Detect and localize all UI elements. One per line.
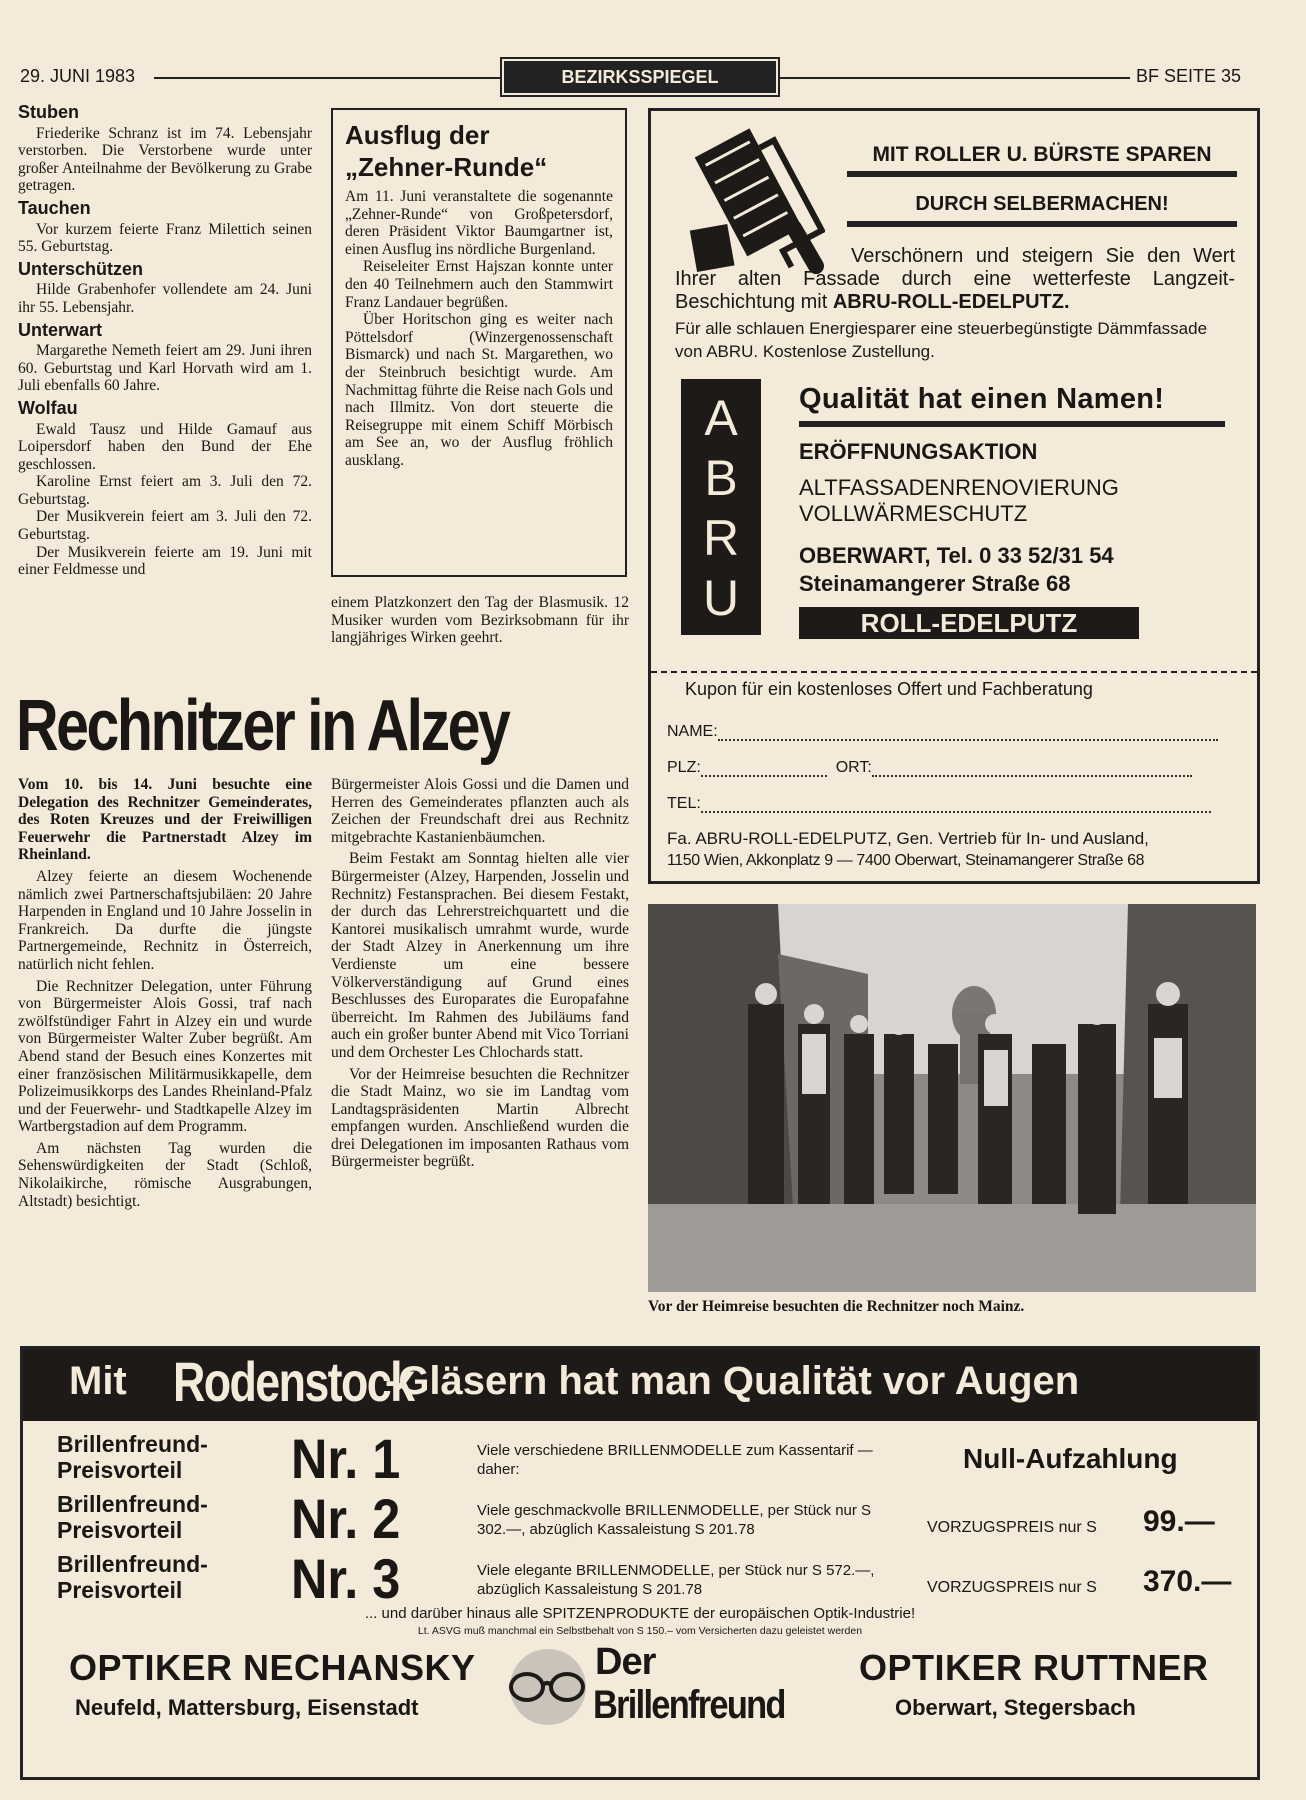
abru-phone: OBERWART, Tel. 0 33 52/31 54	[799, 543, 1114, 568]
optik-row-price: Null-Aufzahlung	[963, 1443, 1178, 1474]
banner-brand-logo: Rodenstock	[173, 1350, 414, 1413]
news-paragraph: Der Musikverein feierte am 19. Juni mit einer Feldmesse und	[18, 543, 312, 579]
abru-service1: ALTFASSADENRENOVIERUNG	[799, 475, 1119, 500]
optik-row-label: Brillenfreund-	[57, 1551, 208, 1577]
optik-row	[23, 1429, 1257, 1491]
optik-left-places: Neufeld, Mattersburg, Eisenstadt	[75, 1695, 419, 1720]
coupon-plz-label: PLZ:	[667, 759, 701, 776]
ausflug-box	[331, 108, 627, 577]
abru-head1-rule	[847, 171, 1237, 177]
news-town-heading: Unterschützen	[18, 258, 144, 279]
abru-quality-rule	[799, 421, 1225, 427]
optik-banner	[23, 1349, 1257, 1421]
banner-pre: Mit	[69, 1359, 127, 1403]
optik-row-label: Brillenfreund-	[57, 1431, 208, 1457]
optik-row	[23, 1489, 1257, 1551]
coupon-plz-field[interactable]	[701, 775, 827, 777]
header-rule-left	[154, 77, 504, 79]
abru-intro	[675, 245, 1235, 314]
news-paragraph: Ewald Tausz und Hilde Gamauf aus Loipersdorf haben den Bund der Ehe geschlossen.	[18, 420, 312, 473]
abru-quality: Qualität hat einen Namen!	[799, 383, 1165, 415]
section-title: BEZIRKSSPIEGEL	[504, 61, 776, 93]
banner-post: -Gläsern hat man Qualität vor Augen	[385, 1359, 1080, 1403]
abru-ad	[648, 108, 1260, 884]
optik-fineprint: Lt. ASVG muß manchmal ein Selbstbehalt von S 150.– vom Versicherten dazu geleistet werden	[417, 1625, 863, 1637]
glasses-icon	[493, 1647, 603, 1727]
coupon-tel-field[interactable]	[701, 811, 1211, 813]
ausflug-title-2: „Zehner-Runde“	[345, 152, 548, 182]
coupon-tel-label: TEL:	[667, 795, 701, 812]
optik-row-price: 99.—	[1143, 1505, 1215, 1538]
news-town-heading: Wolfau	[18, 397, 78, 418]
coupon-name-label: NAME:	[667, 723, 718, 740]
news-paragraph: Hilde Grabenhofer vollendete am 24. Juni ihr 55. Lebensjahr.	[18, 281, 312, 316]
optik-left-name: OPTIKER NECHANSKY	[69, 1647, 476, 1688]
ausflug-paragraph: Reiseleiter Ernst Hajszan konnte unter den 40 Teilnehmern auch den Stammwirt Franz Landauer begrüßen.	[345, 258, 613, 311]
abru-footer2: 1150 Wien, Akkonplatz 9 — 7400 Oberwart, Steinamangerer Straße 68	[667, 852, 1145, 869]
coupon-plz-line	[667, 759, 1192, 777]
optik-row-desc: Viele verschiedene BRILLENMODELLE zum Kassentarif — daher:	[477, 1442, 873, 1478]
news-continuation-text: einem Platzkonzert den Tag der Blasmusik. 12 Musiker wurden vom Bezirksobmann für ihr langjähriges Wirken geehrt.	[331, 594, 629, 647]
coupon-ort-field[interactable]	[872, 775, 1192, 777]
local-news-column	[18, 104, 312, 579]
news-town-heading: Stuben	[18, 102, 79, 122]
header-date: 29. JUNI 1983	[20, 66, 136, 86]
coupon-ort-label: ORT:	[835, 759, 872, 776]
news-paragraph: Karoline Ernst feiert am 3. Juli den 72. Geburtstag.	[18, 473, 312, 508]
article-col1-body	[18, 868, 312, 1210]
article-paragraph: Am nächsten Tag wurden die Sehenswürdigkeiten der Stadt (Schloß, Nikolaikirche, römische Ausgrabungen, Altstadt) besichtigt.	[18, 1139, 312, 1210]
article-headline: Rechnitzer in Alzey	[16, 686, 509, 766]
abru-logo-letter: R	[702, 510, 740, 566]
abru-footer1: Fa. ABRU-ROLL-EDELPUTZ, Gen. Vertrieb für In- und Ausland,	[667, 829, 1149, 848]
article-lead: Vom 10. bis 14. Juni besuchte eine Delegation des Rechnitzer Gemeinderates, des Roten Kreuzes und der Freiwilligen Feuerwehr die Partnerstadt Alzey im Rheinland.	[18, 776, 312, 864]
abru-street: Steinamangerer Straße 68	[799, 571, 1071, 596]
article-paragraph: Die Rechnitzer Delegation, unter Führung von Bürgermeister Alois Gossi, traf nach zwölfstündiger Fahrt in Alzey ein und wurde von Bürgermeister Walter Zuber begrüßt. Am Abend stand der Besuch eines Konzertes mit einer französischen Militärmusikkapelle, dem Polizeimusikkorps des Landes Rheinland-Pfalz und der Feuerwehr- und Stadtkapelle Alzey im Wartbergstadion auf dem Programm.	[18, 977, 312, 1136]
abru-head2: DURCH SELBERMACHEN!	[915, 193, 1169, 215]
news-town-heading: Unterwart	[18, 319, 103, 340]
abru-logo-letter: U	[702, 570, 740, 626]
article-paragraph: Bürgermeister Alois Gossi und die Damen und Herren des Gemeinderates pflanzten auch als Zeichen der Freundschaft drei aus Rechnitz mitgebrachte Kastanienbäumchen.	[331, 776, 629, 846]
optik-row-desc: Viele geschmackvolle BRILLENMODELLE, per Stück nur S 302.—, abzüglich Kassaleistung S 201.78	[477, 1502, 872, 1538]
brillenfreund-logo-line1: Der	[595, 1641, 656, 1683]
article-paragraph: Vor der Heimreise besuchten die Rechnitzer die Stadt Mainz, wo sie im Landtag vom Landtagspräsidenten Martin Albrecht empfangen wurden. Anschließend wurden die drei Delegationen im imposanten Rathaus vom Bürgermeister begrüßt.	[331, 1065, 629, 1171]
ausflug-body	[345, 188, 613, 470]
news-paragraph: Margarethe Nemeth feiert am 29. Juni ihren 60. Geburtstag und Karl Horvath wird am 1. Juli ebenfalls 60 Jahre.	[18, 342, 312, 395]
coupon-name-field[interactable]	[718, 739, 1218, 741]
coupon-name-line	[667, 723, 1218, 741]
ausflug-title-1: Ausflug der	[345, 120, 490, 150]
article-paragraph: Beim Festakt am Sonntag hielten alle vier Bürgermeister (Alzey, Harpenden, Josselin und Rechnitz) Festansprachen. Bei diesem Festakt, der durch das Lehrerstreichquartett und die Kantorei musikalisch umrahmt wurde, wurde der Stadt Alzey in Anerkennung um ihre Verdienste um eine bessere Völkerverständigung auf Grund eines Beschlusses des Europarates die Europafahne überreicht. Im Rahmen des Jubiläums fand auch ein großer bunter Abend mit Vico Torriani und dem Orchester Les Chlochards statt.	[331, 850, 629, 1061]
abru-service2: VOLLWÄRMESCHUTZ	[799, 501, 1028, 526]
optik-right-places: Oberwart, Stegersbach	[895, 1695, 1136, 1720]
news-paragraph: Vor kurzem feierte Franz Milettich seinen 55. Geburtstag.	[18, 220, 312, 256]
ausflug-paragraph: Am 11. Juni veranstaltete die sogenannte „Zehner-Runde“ von Großpetersdorf, deren Präsident Viktor Baumgartner ist, einen Ausflug ins nördliche Burgenland.	[345, 188, 613, 258]
optik-rows	[23, 1429, 1257, 1629]
coupon-title: Kupon für ein kostenloses Offert und Fachberatung	[685, 679, 1093, 699]
optik-row	[23, 1549, 1257, 1611]
optik-ad	[20, 1346, 1260, 1780]
optik-row-number: Nr. 1	[291, 1427, 401, 1490]
news-continuation	[331, 594, 629, 647]
abru-action: ERÖFFNUNGSAKTION	[799, 439, 1038, 464]
mainz-photo	[648, 904, 1256, 1292]
optik-row-label: Brillenfreund-	[57, 1491, 208, 1517]
news-paragraph: Der Musikverein feiert am 3. Juli den 72. Geburtstag.	[18, 508, 312, 544]
coupon-tel-line	[667, 795, 1211, 813]
abru-intro-text: Verschönern und steigern Sie den Wert Ihrer alten Fassade durch eine wetterfeste Langzeit-Beschichtung mit	[675, 245, 1235, 313]
optik-extra: ... und darüber hinaus alle SPITZENPRODUKTE der europäischen Optik-Industrie!	[364, 1605, 916, 1622]
optik-row-price-label: VORZUGSPREIS nur S	[927, 1579, 1097, 1596]
news-paragraph: Friederike Schranz ist im 74. Lebensjahr verstorben. Die Verstorbene wurde unter großer Anteilnahme der Bevölkerung zu Grabe getragen.	[18, 124, 312, 195]
optik-row-label2: Preisvorteil	[57, 1577, 183, 1603]
abru-intro-bold: ABRU-ROLL-EDELPUTZ.	[832, 291, 1070, 313]
coupon-divider	[651, 671, 1257, 673]
header-rule-right	[778, 77, 1130, 79]
abru-head1: MIT ROLLER U. BÜRSTE SPAREN	[872, 143, 1212, 166]
news-town-heading: Tauchen	[18, 197, 91, 218]
brillenfreund-logo-line2: Brillenfreund	[593, 1683, 785, 1727]
optik-row-desc: Viele elegante BRILLENMODELLE, per Stück nur S 572.—, abzüglich Kassaleistung S 201.78	[477, 1562, 875, 1598]
page-number: BF SEITE 35	[1136, 66, 1242, 86]
abru-logo-letter: B	[704, 450, 738, 506]
optik-row-price-label: VORZUGSPREIS nur S	[927, 1519, 1097, 1536]
article-paragraph: Alzey feierte an diesem Wochenende nämlich zwei Partnerschaftsjubiläen: 20 Jahre Harpenden in England und 10 Jahre Josselin in Frankreich. Da durfte die jüngste Partnergemeinde, Rechnitz in Österreich, natürlich nicht fehlen.	[18, 867, 312, 973]
optik-row-price: 370.—	[1143, 1565, 1232, 1598]
ausflug-paragraph: Über Horitschon ging es weiter nach Pöttelsdorf (Winzergenossenschaft Bismarck) und nach St. Margarethen, wo der Steinbruch besichtigt wurde. Am Nachmittag führte die Reise nach Gols und nach Illmitz. Von dort steuerte die Reisegruppe mit einem Schiff Mörbisch am See an, wo der Ausflug fröhlich ausklang.	[345, 311, 613, 469]
abru-logo-letter: A	[704, 390, 738, 446]
optik-row-number: Nr. 2	[291, 1487, 401, 1550]
optik-right-name: OPTIKER RUTTNER	[859, 1647, 1209, 1688]
article-col2	[331, 776, 629, 1175]
article-col1	[18, 776, 312, 1210]
optik-row-label2: Preisvorteil	[57, 1457, 183, 1483]
photo-caption: Vor der Heimreise besuchten die Rechnitzer noch Mainz.	[648, 1298, 1025, 1315]
abru-head2-rule	[847, 221, 1237, 227]
optik-row-number: Nr. 3	[291, 1547, 401, 1610]
abru-product-badge: ROLL-EDELPUTZ	[799, 607, 1139, 639]
optik-row-label2: Preisvorteil	[57, 1517, 183, 1543]
abru-logo	[681, 379, 761, 635]
abru-intro2: Für alle schlauen Energiesparer eine steuerbegünstigte Dämmfassade von ABRU. Kostenlose Zustellung.	[675, 319, 1208, 361]
